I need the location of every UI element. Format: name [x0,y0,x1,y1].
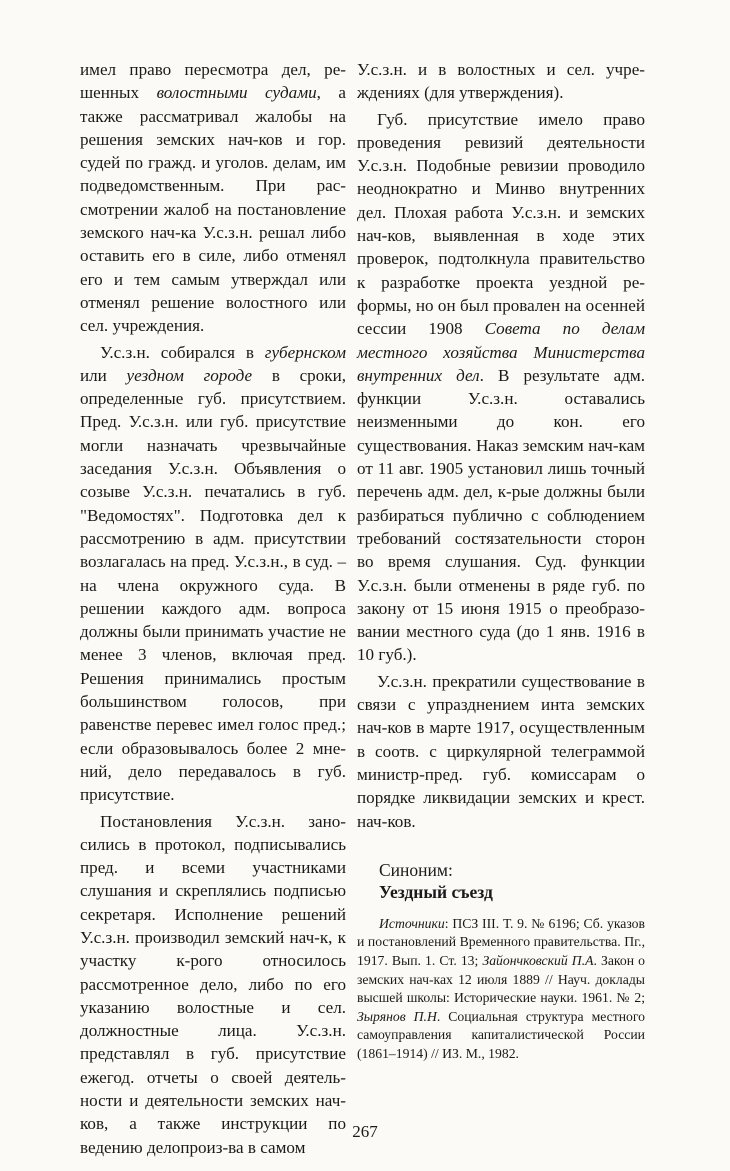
text-run: . Закон о земских нач-ках 12 июля 1889 // Науч. доклады высшей школы: Исторические науки. 1961. № 2; [357,952,645,1006]
right-column [357,58,645,1064]
text-run: : ПСЗ III. Т. 9. № 6196; Сб. указов и постановлений Временного правительства. Пг., 1917. Вып. 1. Ст. 13; [357,915,645,968]
text-run: в сроки, определенные губ. присутствием. Пред. У.с.з.н. или губ. присутствие могли назначать чрезвычайные заседания У.с.з.н. Объявления о созыве У.с.з.н. печатались в губ. "Ведомостях". Подготовка дел к рассмотрению в адм. присутствии возлагалась на пред. У.с.з.н., в суд. – на члена окружного суда. В решении каждого адм. вопроса должны были принимать участие не менее 3 членов, включая пред. Решения принимались простым большинством голосов, при равенстве перевес имел голос пред.; если образовывалось более 2 мнений, дело передавалось в губ. присутствие. [80,365,347,805]
page-number: 267 [352,1122,378,1141]
italic-term: губернском [264,342,346,362]
text-run: . В результате адм. функции У.с.з.н. оставались неизменными до кон. его существования. Наказ земским нач-кам от 11 авг. 1905 установил лишь точный перечень адм. дел, к-рые должны были разбираться публично с соблюдением требований состязательности сторон во время слушания. Суд. функции У.с.з.н. были отменены в ряде губ. по закону от 15 июня 1915 о преобразовании местного суда (до 1 янв. 1916 в 10 губ.). [357,365,645,665]
paragraph-left-1 [80,58,346,338]
paragraph-right-2 [357,108,645,667]
synonym-label: Синоним: [379,859,453,880]
text-run: , а также рассматривал жалобы на решения земских нач-ков и гор. судей по гражд. и уголов. делам, им подведомственным. При рассмотрении жалоб на постановление земского нач-ка У.с.з.н. решал либо оставить его в силе, либо отменял его и тем самым утверждал или отменял решение волостного или сел. учреждения. [80,83,347,336]
paragraph-left-3: Постановления У.с.з.н. заносились в протокол, подписывались пред. и всеми участниками слушания и скреплялись подписью секретаря. Исполнение решений У.с.з.н. производил земский нач-к, к участку к-рого относилось рассмотренное дело, либо по его указанию волостные и сел. должностные лица. У.с.з.н. представлял в губ. присутствие ежегод. отчеты о своей деятельности и деятельности земских нач-ков, а также инструкции по ведению делопроиз-ва в самом [80,811,346,1157]
paragraph-right-1: У.с.з.н. и в волостных и сел. учреждениях (для утверждения). [357,60,645,103]
paragraph-left-2 [80,341,346,807]
text-run: У.с.з.н. собирался в [100,342,265,362]
sources-label: Источники [379,915,445,931]
paragraph-right-3: У.с.з.н. прекратили существование в связи с упразднением инта земских нач-ков в марте 1917, осуществленным в соотв. с циркулярной телеграммой министр-пред. губ. комиссарам о порядке ликвидации земских и крест. нач-ков. [357,671,645,831]
italic-term: Совета по делам местного хозяйства Министерства внутренних дел [357,319,645,385]
text-run: или [80,365,127,385]
sources-text [357,915,645,1064]
synonym-term: Уездный съезд [379,881,493,902]
sources-block [357,915,645,1064]
author-name: Зайончковский П.А [482,952,594,968]
text-run: . Социальная структура местного самоуправления капиталистической России (1861–1914) // ИЗ. М., 1982. [357,1008,645,1061]
text-run: Губ. присутствие имело право проведения ревизий деятельности У.с.з.н. Подобные ревизии проводило неоднократно и Минво внутренних дел. Плохая работа У.с.з.н. и земских нач-ков, выявленная в ходе этих проверок, подтолкнула правительство к разработке проекта уездной реформы, но он был провален на осенней сессии 1908 [357,109,645,339]
text-run: имел право пересмотра дел, решенных [80,60,346,103]
italic-term: уездном городе [126,365,253,385]
author-name: Зырянов П.Н [357,1008,437,1024]
italic-term: волостными судами [156,83,317,103]
left-column [80,58,346,1159]
